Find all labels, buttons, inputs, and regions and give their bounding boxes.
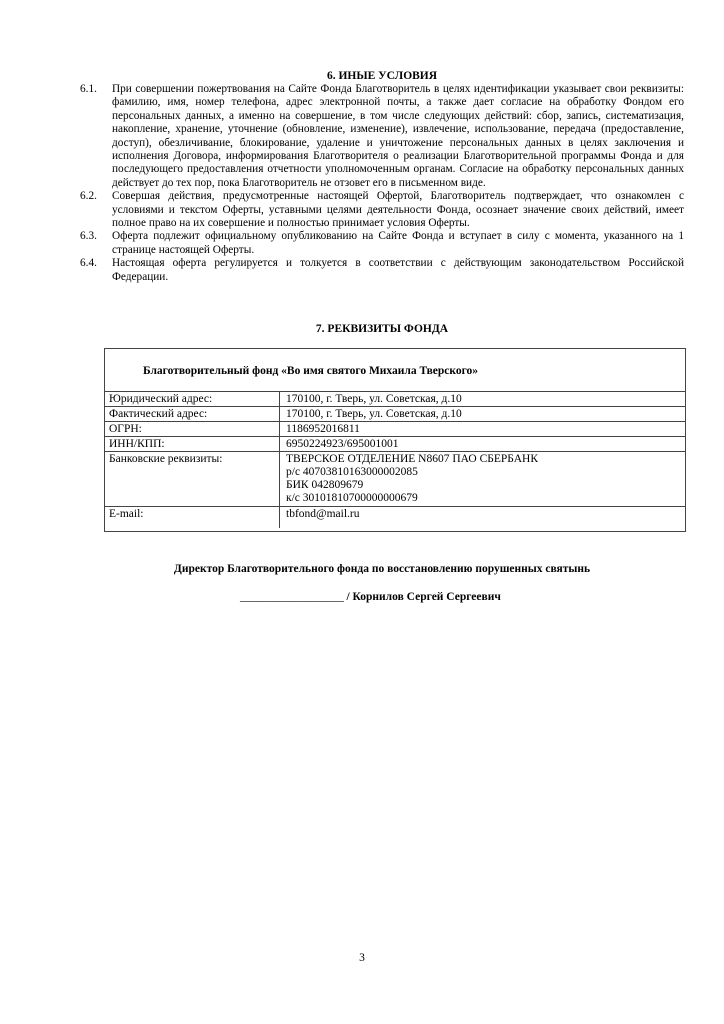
signature-line: ___________________ — [240, 591, 344, 603]
row-value-ogrn: 1186952016811 — [280, 422, 686, 437]
clause-text: При совершении пожертвования на Сайте Фонда Благотворитель в целях идентификации указывает свои реквизиты: фамилию, имя, номер телефона, адрес электронной почты, а также дает согласие на обработку Фондом его персональных данных, а именно на совершение, в том числе следующих действий: сбор, запись, систематизация, накопление, хранение, уточнение (обновление, изменение), извлечение, использование, передача (предоставление, доступ), обезличивание, блокирование, удаление и уничтожение персональных данных в целях заключения и исполнения Договора, информирования Благотворителя о реализации Благотворительной программы Фонда и для последующего предоставления отчетности уполномоченным органам. Согласие на обработку персональных данных действует до тех пор, пока Благотворитель не отзовет его в письменном виде. — [112, 83, 684, 189]
page-number: 3 — [359, 952, 365, 964]
clause-text: Совершая действия, предусмотренные настоящей Офертой, Благотворитель подтверждает, что ознакомлен с условиями и текстом Оферты, уставными целями деятельности Фонда, осознает значение своих действий, имеет полное право на их совершение и полностью принимает условия Оферты. — [112, 190, 684, 230]
clause-6-3 — [80, 230, 684, 257]
row-label-ogrn: ОГРН: — [105, 422, 280, 437]
table-row — [105, 407, 685, 422]
row-label-legal-address: Юридический адрес: — [105, 392, 280, 407]
row-label-bank: Банковские реквизиты: — [105, 452, 280, 507]
table-row — [105, 422, 685, 437]
signatory-name: / Корнилов Сергей Сергеевич — [343, 591, 501, 603]
section-6-clauses — [80, 83, 684, 284]
fund-name: Благотворительный фонд «Во имя святого Михаила Тверского» — [143, 365, 479, 377]
table-row — [105, 507, 685, 529]
clause-number: 6.1. — [80, 83, 97, 95]
bank-bik: БИК 042809679 — [286, 479, 364, 491]
bank-account: р/с 40703810163000002085 — [286, 466, 418, 478]
requisites-header — [105, 349, 685, 392]
signature-block — [240, 590, 501, 604]
row-label-actual-address: Фактический адрес: — [105, 407, 280, 422]
row-value-bank — [280, 452, 686, 507]
row-value-actual-address: 170100, г. Тверь, ул. Советская, д.10 — [280, 407, 686, 422]
clause-6-4 — [80, 257, 684, 284]
bank-corr-account: к/с 30101810700000000679 — [286, 492, 418, 504]
director-title: Директор Благотворительного фонда по восстановлению порушенных святынь — [173, 563, 591, 575]
table-row — [105, 392, 685, 407]
row-label-email: E-mail: — [105, 507, 280, 529]
clause-text: Настоящая оферта регулируется и толкуется в соответствии с действующим законодательством Российской Федерации. — [112, 257, 684, 283]
table-row — [105, 437, 685, 452]
clause-6-2 — [80, 190, 684, 230]
row-label-inn-kpp: ИНН/КПП: — [105, 437, 280, 452]
table-row — [105, 452, 685, 507]
clause-text: Оферта подлежит официальному опубликованию на Сайте Фонда и вступает в силу с момента, указанного на 1 странице настоящей Оферты. — [112, 230, 684, 256]
row-value-inn-kpp: 6950224923/695001001 — [280, 437, 686, 452]
clause-number: 6.3. — [80, 230, 97, 243]
row-value-legal-address: 170100, г. Тверь, ул. Советская, д.10 — [280, 392, 686, 407]
clause-number: 6.2. — [80, 190, 97, 203]
section-7-title: 7. РЕКВИЗИТЫ ФОНДА — [315, 323, 449, 335]
row-value-email: tbfond@mail.ru — [286, 508, 360, 520]
requisites-rows — [105, 392, 685, 528]
clause-number: 6.4. — [80, 257, 97, 270]
requisites-table — [104, 348, 686, 532]
section-6-title: 6. ИНЫЕ УСЛОВИЯ — [326, 70, 438, 82]
clause-6-1 — [80, 83, 684, 190]
bank-name: ТВЕРСКОЕ ОТДЕЛЕНИЕ N8607 ПАО СБЕРБАНК — [286, 453, 538, 465]
